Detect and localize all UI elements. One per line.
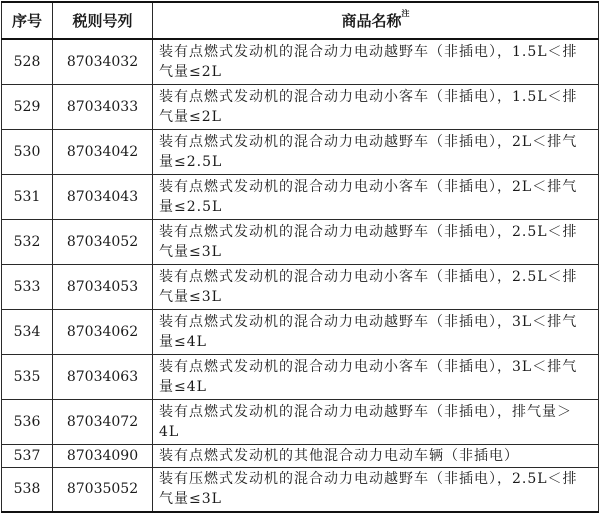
row-name: 装有点燃式发动机的混合动力电动越野车（非插电），3L＜排气量≤4L: [153, 309, 599, 354]
table-row: [2, 444, 599, 467]
row-code: 87034032: [53, 39, 153, 84]
tariff-table: [1, 1, 599, 513]
row-name: 装有点燃式发动机的混合动力电动小客车（非插电），1.5L＜排气量≤2L: [153, 84, 599, 129]
table-row: [2, 467, 599, 512]
row-name: 装有点燃式发动机的混合动力电动越野车（非插电），1.5L＜排气量≤2L: [153, 39, 599, 84]
table-row: [2, 129, 599, 174]
row-code: 87034033: [53, 84, 153, 129]
row-code: 87034052: [53, 219, 153, 264]
row-code: 87034043: [53, 174, 153, 219]
table-row: [2, 264, 599, 309]
row-index: 535: [2, 354, 53, 399]
header-code: 税则号列: [53, 2, 153, 39]
row-code: 87034090: [53, 444, 153, 467]
table-row: [2, 174, 599, 219]
row-code: 87034042: [53, 129, 153, 174]
table-row: [2, 399, 599, 444]
row-name: 装有点燃式发动机的混合动力电动越野车（非插电），2.5L＜排气量≤3L: [153, 219, 599, 264]
row-index: 534: [2, 309, 53, 354]
row-code: 87034053: [53, 264, 153, 309]
row-code: 87034063: [53, 354, 153, 399]
row-index: 528: [2, 39, 53, 84]
table-body: [2, 39, 599, 512]
table-row: [2, 39, 599, 84]
row-index: 529: [2, 84, 53, 129]
row-code: 87034062: [53, 309, 153, 354]
table-row: [2, 219, 599, 264]
header-name: [153, 2, 599, 39]
row-name: 装有点燃式发动机的混合动力电动小客车（非插电），2L＜排气量≤2.5L: [153, 174, 599, 219]
row-code: 87035052: [53, 467, 153, 512]
row-index: 533: [2, 264, 53, 309]
row-index: 530: [2, 129, 53, 174]
row-index: 538: [2, 467, 53, 512]
row-name: 装有点燃式发动机的混合动力电动越野车（非插电），2L＜排气量≤2.5L: [153, 129, 599, 174]
row-index: 532: [2, 219, 53, 264]
row-index: 536: [2, 399, 53, 444]
header-name-text: 商品名称: [341, 12, 402, 30]
header-name-note: 注: [401, 9, 410, 18]
row-name: 装有点燃式发动机的混合动力电动越野车（非插电），排气量＞4L: [153, 399, 599, 444]
row-code: 87034072: [53, 399, 153, 444]
table-header: [2, 2, 599, 39]
header-index: 序号: [2, 2, 53, 39]
row-name: 装有点燃式发动机的混合动力电动小客车（非插电），2.5L＜排气量≤3L: [153, 264, 599, 309]
row-name: 装有压燃式发动机的混合动力电动越野车（非插电），2.5L＜排气量≤3L: [153, 467, 599, 512]
table-row: [2, 354, 599, 399]
table-row: [2, 84, 599, 129]
row-name: 装有点燃式发动机的混合动力电动小客车（非插电），3L＜排气量≤4L: [153, 354, 599, 399]
row-index: 531: [2, 174, 53, 219]
table-row: [2, 309, 599, 354]
row-index: 537: [2, 444, 53, 467]
row-name: 装有点燃式发动机的其他混合动力电动车辆（非插电）: [153, 444, 599, 467]
header-row: [2, 2, 599, 39]
